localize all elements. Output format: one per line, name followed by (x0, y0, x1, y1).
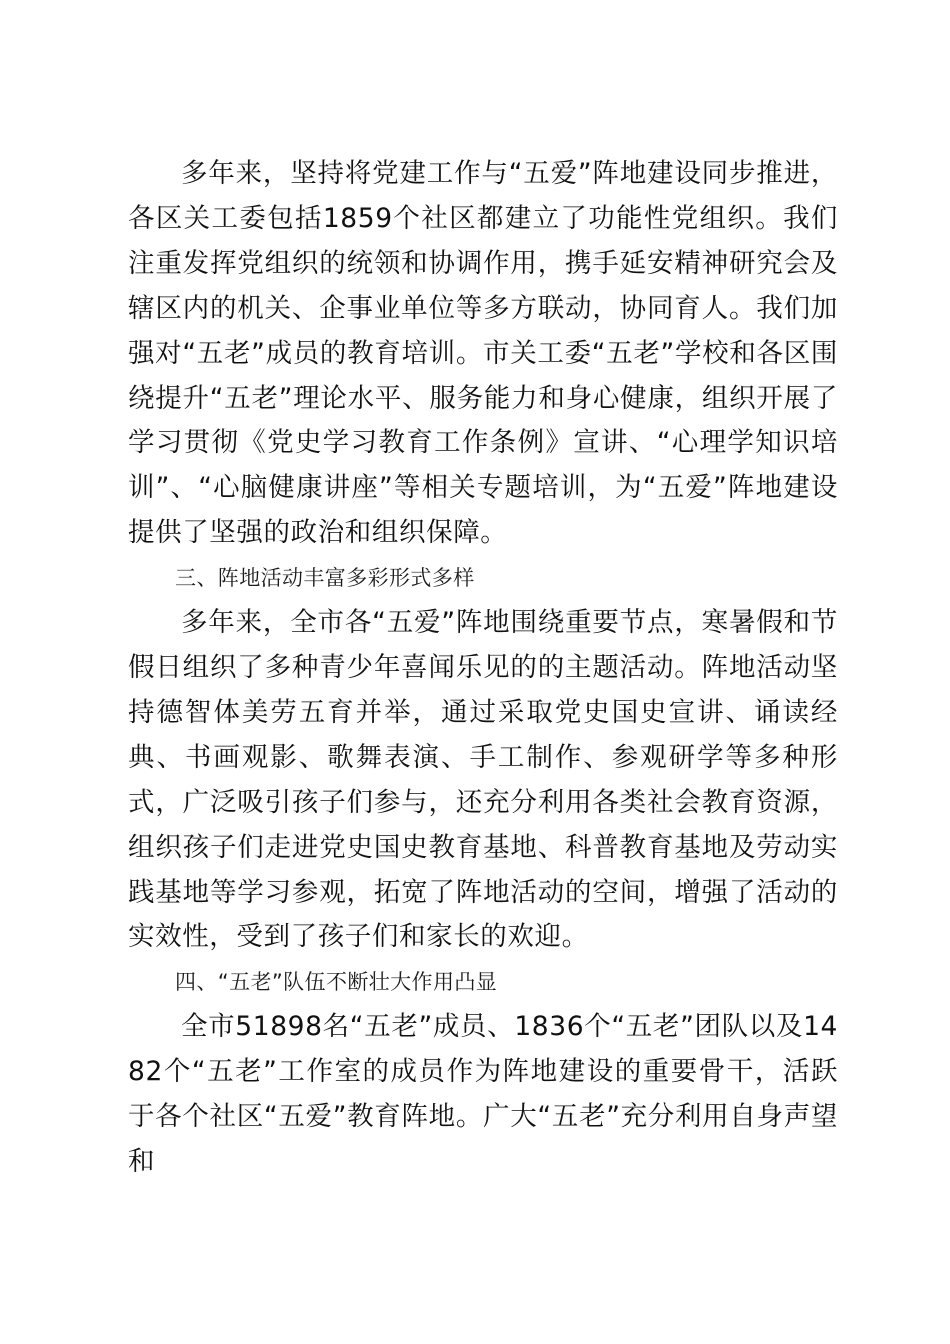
section-heading-activities: 三、阵地活动丰富多彩形式多样 (175, 566, 475, 591)
body-paragraph-party-building: 多年来，坚持将党建工作与“五爱”阵地建设同步推进，各区关工委包括1859个社区都建立了功能性党组织。我们注重发挥党组织的统领和协调作用，携手延安精神研究会及辖区内的机关、企事业单位等多方联动，协同育人。我们加强对“五老”成员的教育培训。市关工委“五老”学校和各区围绕提升“五老”理论水平、服务能力和身心健康，组织开展了学习贯彻《党史学习教育工作条例》宣讲、“心理学知识培训”、“心脑健康讲座”等相关专题培训，为“五爱”阵地建设提供了坚强的政治和组织保障。 (128, 158, 838, 549)
body-paragraph-activities: 多年来，全市各“五爱”阵地围绕重要节点，寒暑假和节假日组织了多种青少年喜闻乐见的的主题活动。阵地活动坚持德智体美劳五育并举，通过采取党史国史宣讲、诵读经典、书画观影、歌舞表演、手工制作、参观研学等多种形式，广泛吸引孩子们参与，还充分利用各类社会教育资源，组织孩子们走进党史国史教育基地、科普教育基地及劳动实践基地等学习参观，拓宽了阵地活动的空间，增强了活动的实效性，受到了孩子们和家长的欢迎。 (128, 607, 838, 953)
document-body (128, 152, 838, 1185)
body-paragraph-wulao-team: 全市51898名“五老”成员、1836个“五老”团队以及1482个“五老”工作室的成员作为阵地建设的重要骨干，活跃于各个社区“五爱”教育阵地。广大“五老”充分利用自身声望和 (128, 1011, 838, 1177)
section-heading-wulao-team: 四、“五老”队伍不断壮大作用凸显 (175, 970, 498, 995)
